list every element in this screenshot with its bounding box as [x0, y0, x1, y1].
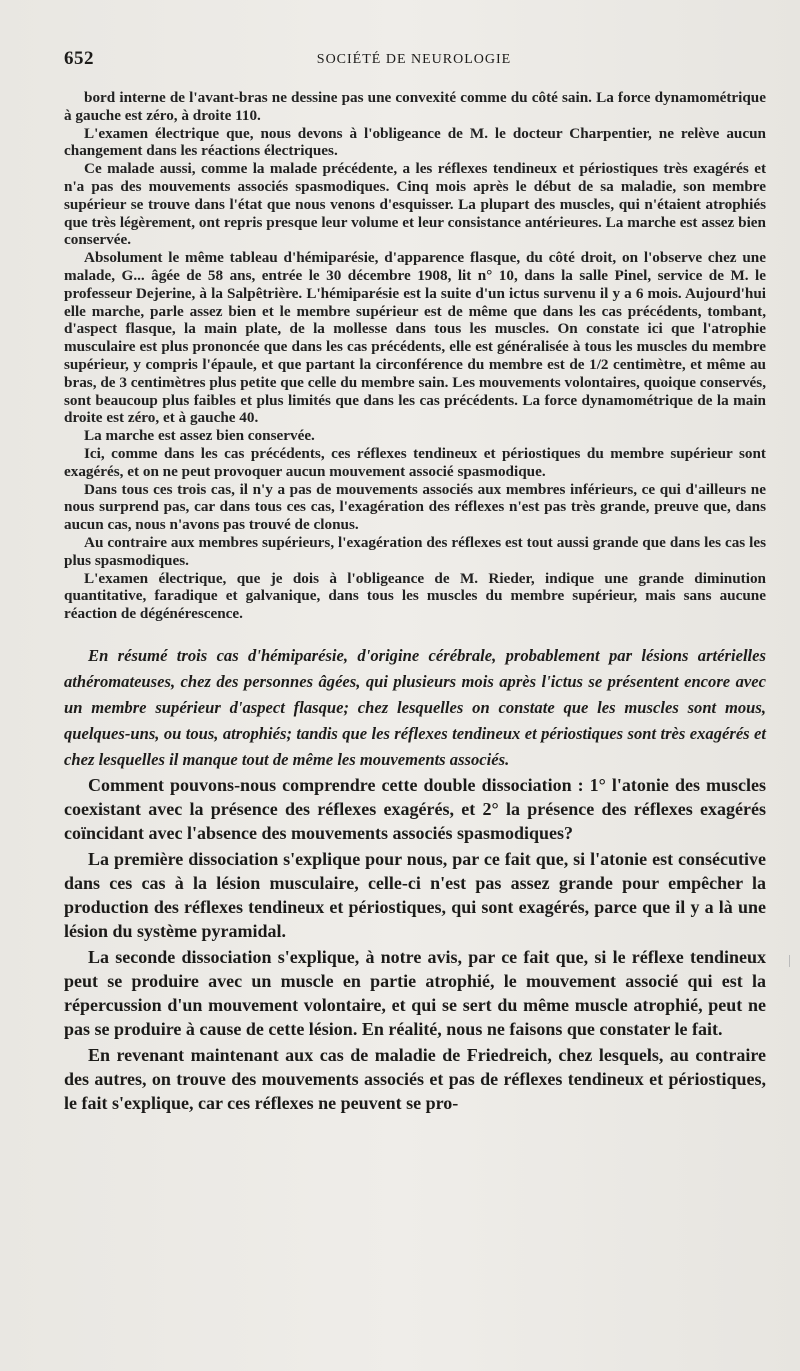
paragraph: Absolument le même tableau d'hémiparésie, d'apparence flasque, du côté droit, on l'observe chez une malade, G... âgée de 58 ans, entrée le 30 décembre 1908, lit n° 10, dans la salle Pinel, service de M. le professeur Dejerine, à la Salpêtrière. L'hémiparésie est la suite d'un ictus survenu il y a 6 mois. Aujourd'hui elle marche, parle assez bien et le membre supérieur est de même que dans les cas précédents, tombant, d'aspect flasque, la main plate, de la mollesse dans tous les muscles. On constate ici que l'atrophie musculaire est plus prononcée que dans les cas précédents, elle est généralisée à tous les muscles du membre supérieur, y compris l'épaule, et que partant la circonférence du membre est de 1/2 centimètre, et même au bras, de 3 centimètres plus petite que celle du membre sain. Les mouvements volontaires, quoique conservés, sont beaucoup plus faibles et plus limités que dans les cas précédents. La force dynamométrique de la main droite est zéro, et à gauche 40.	[64, 249, 766, 427]
paragraph: Ici, comme dans les cas précédents, ces réflexes tendineux et périostiques du membre supérieur sont exagérés, et on ne peut provoquer aucun mouvement associé spasmodique.	[64, 444, 766, 480]
paragraph: La marche est assez bien conservée.	[84, 427, 315, 445]
case-report-section	[64, 89, 766, 623]
summary-paragraph: En résumé trois cas d'hémiparésie, d'origine cérébrale, probablement par lésions artérielles athéromateuses, chez des personnes âgées, qui plusieurs mois après l'ictus se présentent encore avec un membre supérieur d'aspect flasque; chez lesquelles on constate que les muscles sont mous, quelques-uns, ou tous, atrophiés; tandis que les réflexes tendineux et périostiques sont très exagérés et chez lesquelles il manque tout de même les mouvements associés.	[64, 645, 766, 769]
margin-mark	[789, 955, 796, 967]
paragraph: Comment pouvons-nous comprendre cette double dissociation : 1° l'atonie des muscles coexistant avec la présence des réflexes exagérés, et 2° la présence des réflexes exagérés coïncidant avec l'absence des mouvements associés spasmodiques?	[64, 774, 766, 843]
paragraph: L'examen électrique, que je dois à l'obligeance de M. Rieder, indique une grande diminution quantitative, faradique et galvanique, dans tous les muscles du membre supérieur, mais sans aucune réaction de dégénérescence.	[64, 569, 766, 623]
paragraph: En revenant maintenant aux cas de maladie de Friedreich, chez lesquels, au contraire des autres, on trouve des mouvements associés et pas de réflexes tendineux et périostiques, le fait s'explique, car ces réflexes ne peuvent se pro-	[64, 1044, 766, 1113]
paragraph: Au contraire aux membres supérieurs, l'exagération des réflexes est tout aussi grande que dans les cas les plus spasmodiques.	[64, 533, 766, 569]
running-title: SOCIÉTÉ DE NEUROLOGIE	[316, 52, 512, 67]
summary-section	[64, 643, 766, 773]
page-body	[64, 89, 766, 1115]
paragraph: bord interne de l'avant-bras ne dessine pas une convexité comme du côté sain. La force dynamométrique à gauche est zéro, à droite 110.	[64, 89, 766, 124]
paragraph: Dans tous ces trois cas, il n'y a pas de mouvements associés aux membres inférieurs, ce qui d'ailleurs ne nous surprend pas, car dans tous ces cas, l'exagération des réflexes n'est pas très grande, preuve que, dans aucun cas, nous n'avons pas trouvé de clonus.	[64, 480, 766, 534]
paragraph: Ce malade aussi, comme la malade précédente, a les réflexes tendineux et périostiques très exagérés et n'a pas des mouvements associés spasmodiques. Cinq mois après le début de sa maladie, son membre supérieur se trouve dans l'état que nous venons d'esquisser. La plupart des muscles, qui n'étaient atrophiés que très légèrement, ont repris presque leur volume et leur consistance antérieures. La marche est assez bien conservée.	[64, 160, 766, 249]
paragraph: L'examen électrique que, nous devons à l'obligeance de M. le docteur Charpentier, ne relève aucun changement dans les réactions électriques.	[64, 124, 766, 160]
discussion-section	[64, 773, 766, 1115]
paragraph: La première dissociation s'explique pour nous, par ce fait que, si l'atonie est consécutive dans ces cas à la lésion musculaire, celle-ci n'est pas assez grande pour empêcher la production des réflexes tendineux et périostiques, qui sont exagérés, parce que il y a là une lésion du système pyramidal.	[64, 848, 766, 941]
page-header	[64, 48, 764, 72]
page-number: 652	[64, 48, 94, 69]
paragraph: La seconde dissociation s'explique, à notre avis, par ce fait que, si le réflexe tendineux peut se produire avec un muscle en partie atrophié, le mouvement associé qui est la répercussion d'un mouvement volontaire, et qui se sert du même muscle atrophié, peut ne pas se produire à cause de cette lésion. En réalité, nous ne faisons que constater le fait.	[64, 946, 766, 1039]
